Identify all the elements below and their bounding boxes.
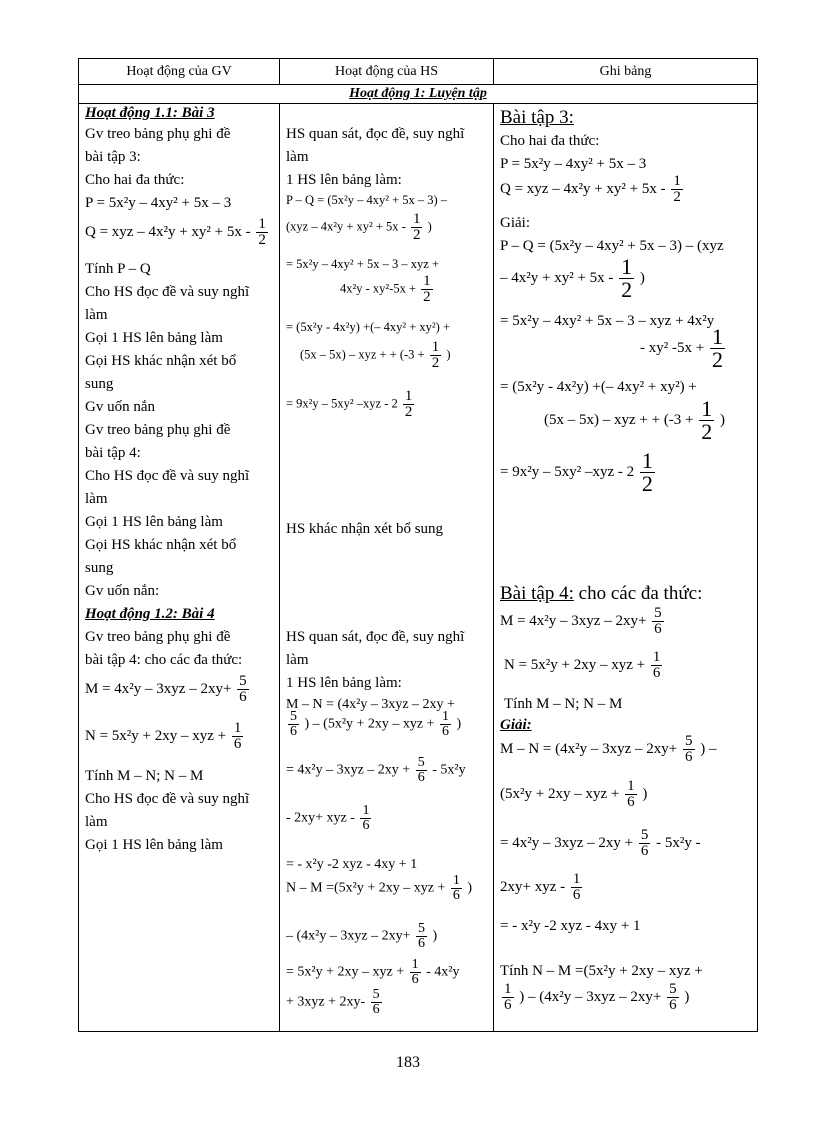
math-text: ) – (4x²y – 3xyz – 2xy+ <box>519 988 662 1005</box>
lesson-table <box>78 58 758 1032</box>
fraction-1-2: $\frac{1}{2}$ <box>711 324 723 372</box>
solution-label: Giải: <box>500 717 532 733</box>
math-line: M – N = (4x²y – 3xyz – 2xy + <box>286 697 455 712</box>
fraction-1-2: $\frac{1}{2}$ <box>431 339 440 371</box>
math-text: (5x²y + 2xy – xyz + <box>500 785 620 802</box>
text-line: Giải: <box>500 215 530 231</box>
math-text: (5x – 5x) – xyz + + (-3 + <box>300 347 425 362</box>
math-text: = 9x²y – 5xy² –xyz - 2 <box>500 463 635 480</box>
text-line: HS quan sát, đọc đề, suy nghĩ <box>286 126 465 142</box>
text-line: bài tập 3: <box>85 149 141 165</box>
math-line <box>286 389 416 420</box>
math-text: ) <box>467 880 472 896</box>
math-line <box>500 982 689 1013</box>
math-line <box>500 606 666 637</box>
math-text: N = 5x²y + 2xy – xyz + <box>504 656 646 673</box>
text-line: Cho HS đọc đề và suy nghĩ <box>85 791 250 807</box>
math-text: - 2xy+ xyz - <box>286 810 355 826</box>
math-text: ) <box>684 988 690 1005</box>
heading-1-1: Hoạt động 1.1: Bài 3 <box>85 105 215 121</box>
math-line: = - x²y -2 xyz - 4xy + 1 <box>500 918 641 934</box>
math-text: ) <box>432 928 438 944</box>
text-line: Tính M – N; N – M <box>504 696 623 712</box>
fraction-1-2: $\frac{1}{2}$ <box>641 448 653 496</box>
fraction-5-6: $\frac{5}{6}$ <box>669 981 677 1013</box>
text-line: làm <box>85 814 108 830</box>
math-line: P = 5x²y – 4xy² + 5x – 3 <box>500 156 647 172</box>
math-line: Tính N – M =(5x²y + 2xy – xyz + <box>500 963 703 979</box>
math-text: = 5x²y + 2xy – xyz + <box>286 964 405 980</box>
math-line <box>640 326 727 371</box>
math-line <box>286 212 432 243</box>
fraction-1-2: $\frac{1}{2}$ <box>423 273 431 305</box>
table-body <box>79 104 757 1031</box>
column-board <box>494 104 757 1031</box>
math-text: ) – <box>700 740 717 757</box>
math-line: = 5x²y – 4xy² + 5x – 3 – xyz + 4x²y <box>500 313 715 329</box>
math-line <box>286 710 461 739</box>
exercise-4-title <box>500 584 702 604</box>
math-text: Q = xyz – 4x²y + xy² + 5x - <box>500 180 666 197</box>
math-line <box>286 874 472 903</box>
fraction-5-6: $\frac{5}{6}$ <box>239 673 247 705</box>
exercise-3-title-text: Bài tập 3: <box>500 107 574 128</box>
math-text: – (4x²y – 3xyz – 2xy+ <box>286 928 411 944</box>
math-text: - 4x²y <box>426 964 460 980</box>
math-text: = 9x²y – 5xy² –xyz - 2 <box>286 396 398 411</box>
math-text: ) <box>720 411 726 428</box>
text-line: HS quan sát, đọc đề, suy nghĩ <box>286 629 465 645</box>
fraction-1-6: $\frac{1}{6}$ <box>233 720 242 752</box>
math-line <box>300 340 451 371</box>
fraction-5-6: $\frac{5}{6}$ <box>417 755 425 785</box>
math-text: - 5x²y - <box>656 834 701 851</box>
formula-n-text: N = 5x²y + 2xy – xyz + <box>85 727 227 744</box>
math-text: ) <box>642 785 648 802</box>
math-line <box>500 256 645 301</box>
math-line: P – Q = (5x²y – 4xy² + 5x – 3) – <box>286 193 448 207</box>
formula-p: P = 5x²y – 4xy² + 5x – 3 <box>85 195 232 211</box>
table-header <box>79 59 757 85</box>
math-line <box>500 828 701 859</box>
formula-n <box>85 721 245 752</box>
math-line <box>500 872 584 903</box>
formula-q <box>85 217 270 248</box>
fraction-1-2: $\frac{1}{2}$ <box>412 211 421 243</box>
fraction-1-2: $\frac{1}{2}$ <box>701 396 713 444</box>
text-line: làm <box>286 149 309 165</box>
math-text: - xy² -5x + <box>640 339 705 356</box>
math-line <box>504 650 664 681</box>
text-line: Gọi 1 HS lên bảng làm <box>85 837 223 853</box>
math-line <box>286 988 384 1017</box>
text-line: Gọi 1 HS lên bảng làm <box>85 330 223 346</box>
exercise-4-subtitle: cho các đa thức: <box>573 583 703 604</box>
math-text: M – N = (4x²y – 3xyz – 2xy+ <box>500 740 678 757</box>
fraction-5-6: $\frac{5}{6}$ <box>685 733 693 765</box>
exercise-3-title <box>500 108 574 128</box>
fraction-1-6: $\frac{1}{6}$ <box>411 957 419 987</box>
heading-1-2: Hoạt động 1.2: Bài 4 <box>85 606 215 622</box>
text-line: Cho HS đọc đề và suy nghĩ <box>85 468 250 484</box>
header-hs: Hoạt động của HS <box>280 59 494 84</box>
math-text: = 4x²y – 3xyz – 2xy + <box>500 834 634 851</box>
text-line: Gọi HS khác nhận xét bổ <box>85 353 237 369</box>
text-line: bài tập 4: cho các đa thức: <box>85 652 243 668</box>
math-text: ) <box>446 347 451 362</box>
text-line: làm <box>85 307 108 323</box>
math-text: N – M =(5x²y + 2xy – xyz + <box>286 880 446 896</box>
header-board: Ghi bảng <box>599 63 652 79</box>
math-text: ) – (5x²y + 2xy – xyz + <box>304 716 435 732</box>
fraction-1-2: $\frac{1}{2}$ <box>258 216 266 248</box>
text-line: Gv uốn nắn: <box>85 583 160 599</box>
math-line <box>286 756 466 785</box>
text-line: Tính M – N; N – M <box>85 768 204 784</box>
exercise-4-title-text: Bài tập 4: <box>500 583 574 604</box>
fraction-1-6: $\frac{1}{6}$ <box>627 778 635 810</box>
math-text: ) <box>456 716 462 732</box>
text-line: HS khác nhận xét bổ sung <box>286 521 444 537</box>
text-line: 1 HS lên bảng làm: <box>286 172 402 188</box>
math-text: + 3xyz + 2xy- <box>286 994 366 1010</box>
math-line <box>286 958 459 987</box>
fraction-1-6: $\frac{1}{6}$ <box>652 649 661 681</box>
text-line: sung <box>85 560 114 576</box>
math-line: = (5x²y - 4x²y) +(– 4xy² + xy²) + <box>500 379 697 395</box>
math-line <box>544 398 725 443</box>
fraction-1-2: $\frac{1}{2}$ <box>621 254 633 302</box>
fraction-1-6: $\frac{1}{6}$ <box>362 803 370 833</box>
math-line <box>286 804 373 833</box>
text-line: Cho HS đọc đề và suy nghĩ <box>85 284 250 300</box>
math-text: 4x²y - xy²-5x + <box>340 281 416 296</box>
math-line <box>340 274 435 305</box>
formula-m-text: M = 4x²y – 3xyz – 2xy+ <box>85 680 232 697</box>
text-line: bài tập 4: <box>85 445 141 461</box>
text-line: Gọi HS khác nhận xét bổ <box>85 537 237 553</box>
formula-q-text: Q = xyz – 4x²y + xy² + 5x - <box>85 223 251 240</box>
math-text: (xyz – 4x²y + xy² + 5x - <box>286 219 406 234</box>
fraction-1-6: $\frac{1}{6}$ <box>504 981 512 1013</box>
fraction-1-6: $\frac{1}{6}$ <box>442 709 450 739</box>
math-line <box>286 922 437 951</box>
math-text: ) <box>639 269 645 286</box>
math-text: - 5x²y <box>432 762 466 778</box>
text-line: Gọi 1 HS lên bảng làm <box>85 514 223 530</box>
text-line: làm <box>85 491 108 507</box>
text-line: 1 HS lên bảng làm: <box>286 675 402 691</box>
text-line: Gv treo bảng phụ ghi đề <box>85 422 231 438</box>
fraction-5-6: $\frac{5}{6}$ <box>654 605 662 637</box>
column-hs <box>280 104 494 1031</box>
math-text: ) <box>427 219 432 234</box>
math-text: = 4x²y – 3xyz – 2xy + <box>286 762 411 778</box>
formula-m <box>85 674 251 705</box>
fraction-1-6: $\frac{1}{6}$ <box>572 871 581 903</box>
text-line: Cho hai đa thức: <box>85 172 185 188</box>
activity-1-title: Hoạt động 1: Luyện tập <box>349 86 487 101</box>
page-number: 183 <box>396 1054 420 1071</box>
math-line: = 5x²y – 4xy² + 5x – 3 – xyz + <box>286 257 439 271</box>
fraction-1-2: $\frac{1}{2}$ <box>404 388 413 420</box>
text-line: Gv treo bảng phụ ghi đề <box>85 629 231 645</box>
fraction-1-6: $\frac{1}{6}$ <box>452 873 460 903</box>
fraction-5-6: $\frac{5}{6}$ <box>290 709 297 739</box>
text-line: Gv uốn nắn <box>85 399 155 415</box>
text-line: Gv treo bảng phụ ghi đề <box>85 126 231 142</box>
math-text: M = 4x²y – 3xyz – 2xy+ <box>500 612 647 629</box>
math-text: (5x – 5x) – xyz + + (-3 + <box>544 411 694 428</box>
math-line <box>500 450 657 495</box>
text-line: Cho hai đa thức: <box>500 133 600 149</box>
text-line: sung <box>85 376 114 392</box>
math-line: = (5x²y - 4x²y) +(– 4xy² + xy²) + <box>286 320 451 334</box>
text-line: Tính P – Q <box>85 261 151 277</box>
header-gv: Hoạt động của GV <box>79 59 280 84</box>
fraction-1-2: $\frac{1}{2}$ <box>673 173 681 205</box>
math-text: 2xy+ xyz - <box>500 878 566 895</box>
fraction-5-6: $\frac{5}{6}$ <box>417 921 425 951</box>
text-line: làm <box>286 652 309 668</box>
fraction-5-6: $\frac{5}{6}$ <box>640 827 649 859</box>
math-line: P – Q = (5x²y – 4xy² + 5x – 3) – (xyz <box>500 238 724 254</box>
math-text: – 4x²y + xy² + 5x - <box>500 269 614 286</box>
column-gv <box>79 104 280 1031</box>
math-line <box>500 779 647 810</box>
activity-1-row <box>79 85 757 104</box>
math-line: = - x²y -2 xyz - 4xy + 1 <box>286 857 418 872</box>
fraction-5-6: $\frac{5}{6}$ <box>372 987 380 1017</box>
math-line <box>500 174 685 205</box>
math-line <box>500 734 717 765</box>
